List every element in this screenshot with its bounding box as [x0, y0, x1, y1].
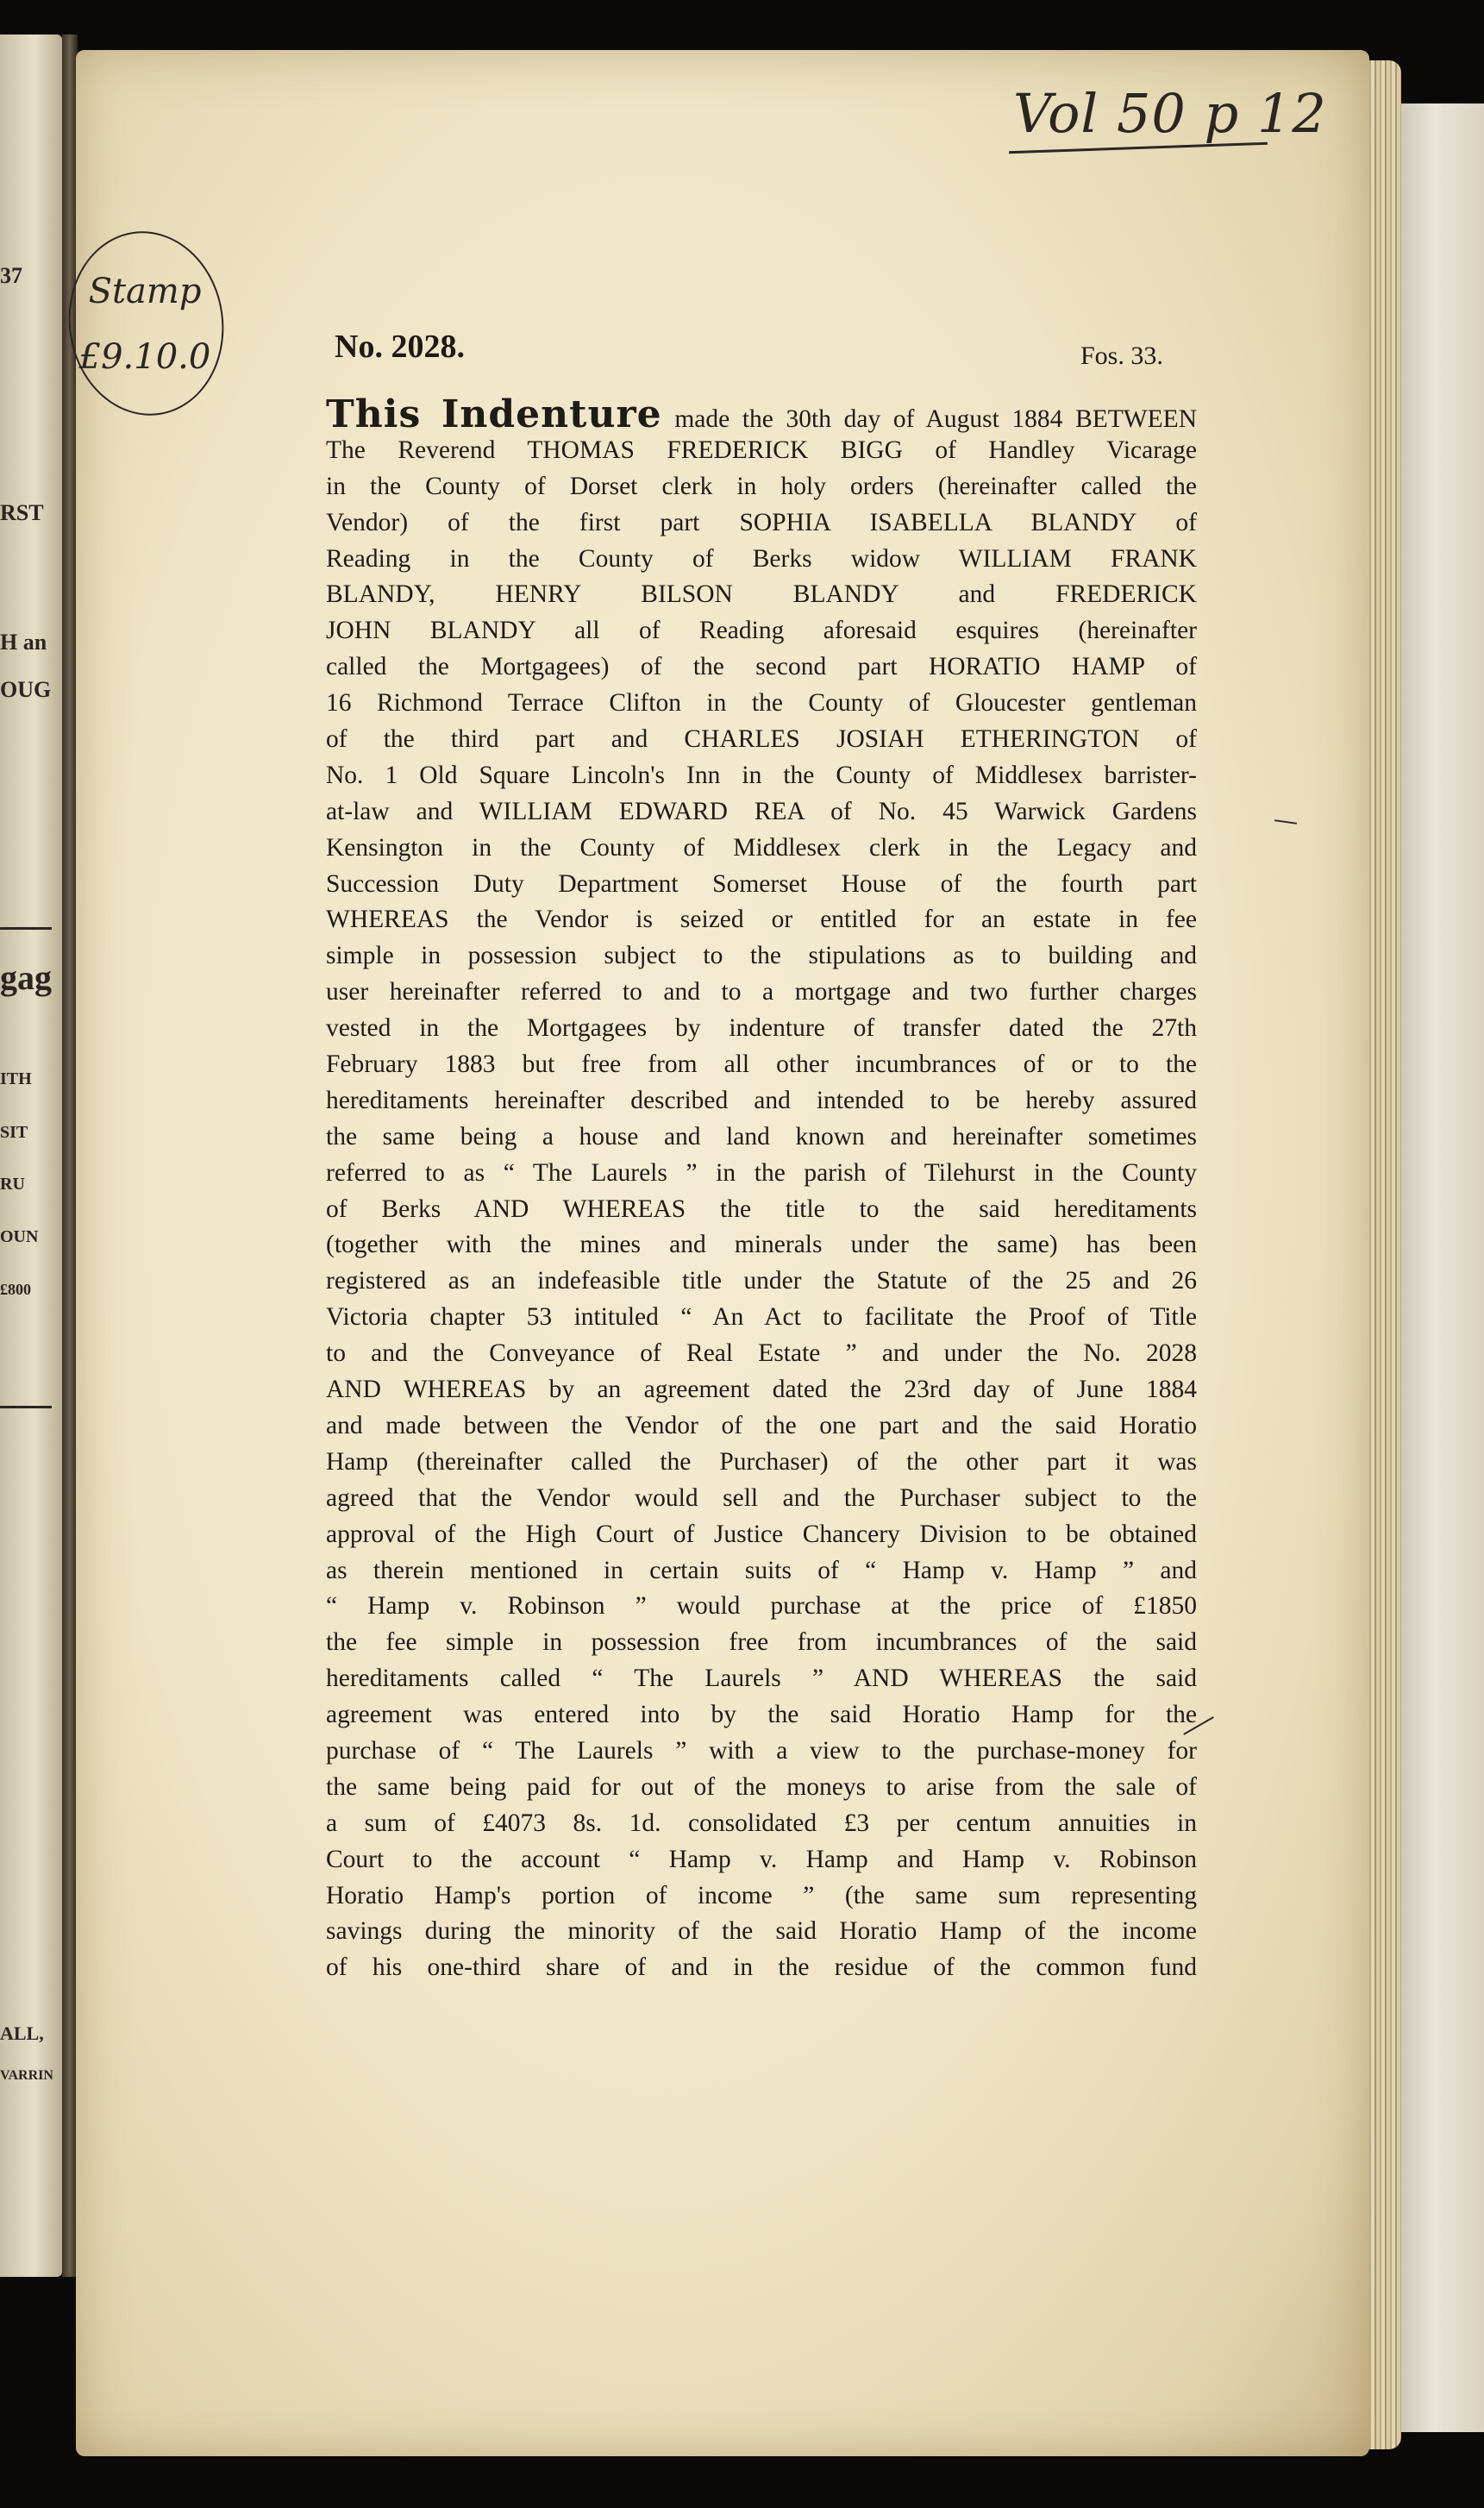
text-line: called the Mortgagees) of the second part HORATIO HAMP of — [326, 653, 1197, 681]
background-board — [1401, 103, 1484, 2432]
previous-page-edge — [0, 34, 62, 2277]
text-line: of his one-third share of and in the residue of the common fund — [326, 1953, 1197, 1982]
text-line: JOHN BLANDY all of Reading aforesaid esquires (hereinafter — [326, 617, 1197, 645]
text-line: vested in the Mortgagees by indenture of transfer dated the 27th — [326, 1014, 1197, 1043]
text-line: purchase of “ The Laurels ” with a view to the purchase-money for — [326, 1736, 1197, 1765]
fragment: OUN — [0, 1227, 39, 1246]
stamp-label: Stamp — [88, 272, 202, 311]
text-line: hereditaments called “ The Laurels ” AND WHEREAS the said — [326, 1665, 1197, 1693]
previous-page-fragments — [0, 34, 62, 2277]
text-line: a sum of £4073 8s. 1d. consolidated £3 per centum annuities in — [326, 1809, 1197, 1837]
text-line: “ Hamp v. Robinson ” would purchase at the price of £1850 — [326, 1592, 1197, 1621]
text-line: at-law and WILLIAM EDWARD REA of No. 45 Warwick Gardens — [326, 797, 1197, 825]
text-line: user hereinafter referred to and to a mortgage and two further charges — [326, 978, 1197, 1006]
fragment: gag — [0, 958, 52, 997]
text-line: of the third part and CHARLES JOSIAH ETHERINGTON of — [326, 725, 1197, 754]
text-line: AND WHEREAS by an agreement dated the 23rd day of June 1884 — [326, 1376, 1197, 1404]
text-line: agreement was entered into by the said Horatio Hamp for the — [326, 1701, 1197, 1729]
text-line: Succession Duty Department Somerset House of the fourth part — [326, 869, 1197, 898]
text-line-rest: made the 30th day of August 1884 BETWEEN — [674, 405, 1197, 433]
text-line: as therein mentioned in certain suits of “ Hamp v. Hamp ” and — [326, 1556, 1197, 1584]
text-line: simple in possession subject to the stipulations as to building and — [326, 942, 1197, 970]
text-line: registered as an indefeasible title under the Statute of the 25 and 26 — [326, 1267, 1197, 1295]
text-line: of Berks AND WHEREAS the title to the said hereditaments — [326, 1194, 1197, 1223]
rule — [0, 927, 52, 930]
text-line: agreed that the Vendor would sell and the Purchaser subject to the — [326, 1483, 1197, 1512]
text-line: the same being paid for out of the moneys to arise from the sale of — [326, 1772, 1197, 1801]
fragment: ALL, — [0, 2022, 44, 2044]
text-line: hereditaments hereinafter described and intended to be hereby assured — [326, 1086, 1197, 1114]
text-line: Kensington in the County of Middlesex clerk in the Legacy and — [326, 833, 1197, 862]
fragment: OUG — [0, 677, 52, 702]
text-line: (together with the mines and minerals under the same) has been — [326, 1231, 1197, 1259]
text-line: Hamp (thereinafter called the Purchaser) of the other part it was — [326, 1447, 1197, 1476]
text-line — [326, 397, 1197, 433]
text-line: Victoria chapter 53 intituled “ An Act to facilitate the Proof of Title — [326, 1303, 1197, 1332]
text-line: the same being a house and land known and hereinafter sometimes — [326, 1122, 1197, 1151]
rule — [0, 1406, 52, 1408]
fragment: RST — [0, 500, 44, 525]
stamp-annotation — [76, 259, 214, 390]
document-number: No. 2028. — [335, 329, 465, 365]
text-line: the fee simple in possession free from incumbrances of the said — [326, 1628, 1197, 1657]
fragment: £800 — [0, 1281, 31, 1298]
text-line: BLANDY, HENRY BILSON BLANDY and FREDERICK — [326, 580, 1197, 609]
fragment: VARRIN — [0, 2068, 53, 2083]
text-line: Vendor) of the first part SOPHIA ISABELLA BLANDY of — [326, 508, 1197, 536]
fragment: ITH — [0, 1069, 32, 1088]
text-line: 16 Richmond Terrace Clifton in the County of Gloucester gentleman — [326, 689, 1197, 718]
text-line: The Reverend THOMAS FREDERICK BIGG of Handley Vicarage — [326, 436, 1197, 464]
text-line: No. 1 Old Square Lincoln's Inn in the County of Middlesex barrister- — [326, 761, 1197, 789]
fragment: SIT — [0, 1123, 28, 1142]
volume-reference: Vol 50 p 12 — [1013, 82, 1327, 145]
text-line: Court to the account “ Hamp v. Hamp and Hamp v. Robinson — [326, 1845, 1197, 1873]
text-line: Reading in the County of Berks widow WILLIAM FRANK — [326, 544, 1197, 573]
opening-words: This Indenture — [326, 397, 662, 433]
text-line: savings during the minority of the said Horatio Hamp of the income — [326, 1917, 1197, 1946]
folios-count: Fos. 33. — [1080, 342, 1163, 370]
stamp-amount: £9.10.0 — [78, 337, 211, 377]
text-line: approval of the High Court of Justice Chancery Division to be obtained — [326, 1520, 1197, 1548]
text-line: WHEREAS the Vendor is seized or entitled for an estate in fee — [326, 906, 1197, 934]
text-line: February 1883 but free from all other incumbrances of or to the — [326, 1050, 1197, 1079]
text-line: to and the Conveyance of Real Estate ” and under the No. 2028 — [326, 1339, 1197, 1368]
text-line: Horatio Hamp's portion of income ” (the same sum representing — [326, 1881, 1197, 1909]
indenture-body — [326, 397, 1197, 1986]
text-line: referred to as “ The Laurels ” in the parish of Tilehurst in the County — [326, 1158, 1197, 1187]
fragment: 37 — [0, 263, 22, 288]
text-line: and made between the Vendor of the one part and the said Horatio — [326, 1411, 1197, 1439]
fragment: RU — [0, 1175, 25, 1194]
text-line: in the County of Dorset clerk in holy orders (hereinafter called the — [326, 472, 1197, 500]
fragment: H an — [0, 630, 47, 655]
